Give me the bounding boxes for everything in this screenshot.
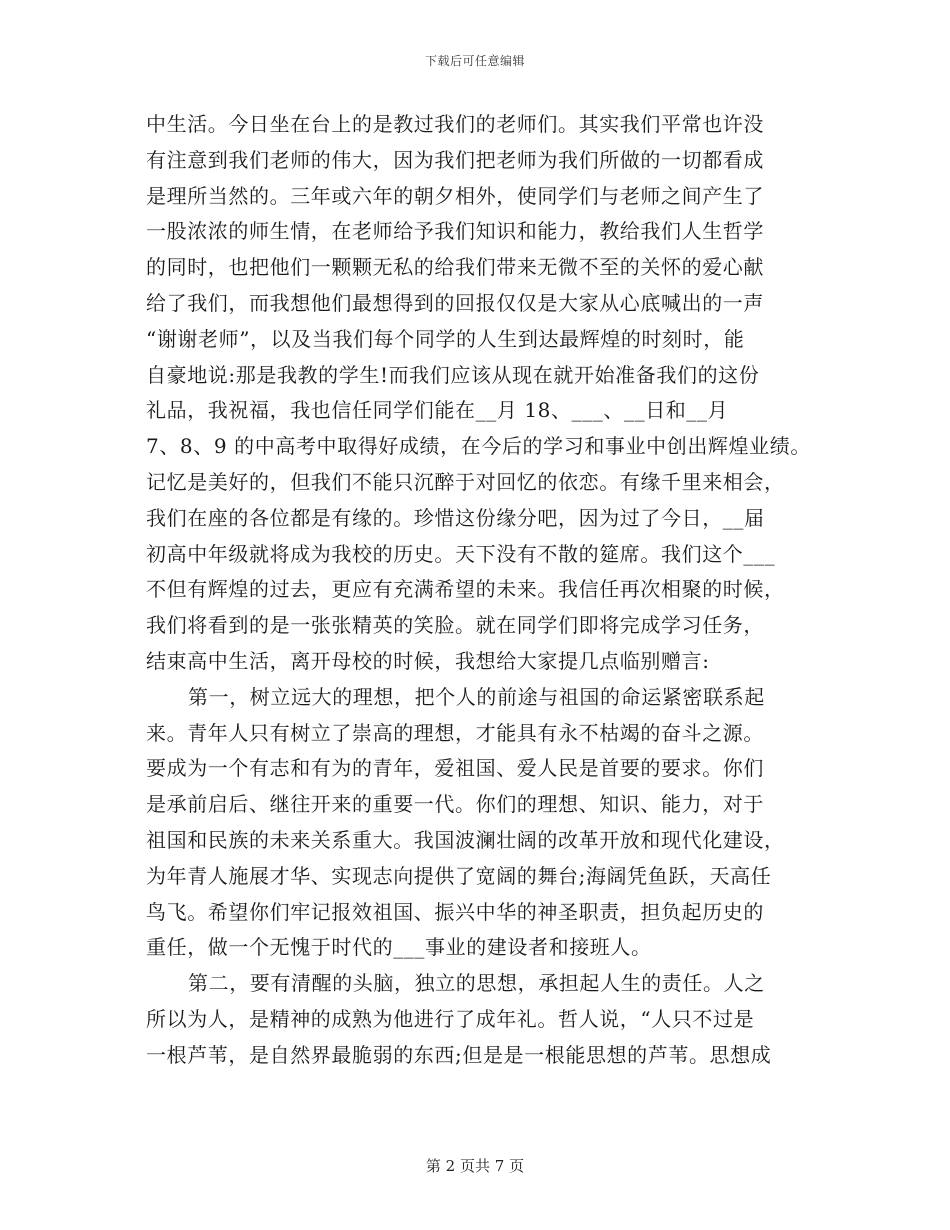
text-line: 自豪地说:那是我教的学生!而我们应该从现在就开始准备我们的这份: [146, 362, 760, 387]
page-footer: 第 2 页共 7 页: [425, 1157, 525, 1175]
text-line: 记忆是美好的，但我们不能只沉醉于对回忆的依恋。有缘千里来相会，: [146, 469, 785, 494]
text-line: 一股浓浓的师生情，在老师给予我们知识和能力，教给我们人生哲学: [146, 219, 764, 244]
text-line: 鸟飞。希望你们牢记报效祖国、振兴中华的神圣职责，担负起历史的: [146, 899, 764, 924]
text-line: 结束高中生活，离开母校的时候，我想给大家提几点临别赠言:: [146, 648, 710, 673]
text-line: 是承前启后、继往开来的重要一代。你们的理想、知识、能力，对于: [146, 792, 764, 817]
text-line: 给了我们，而我想他们最想得到的回报仅仅是大家从心底喊出的一声: [146, 290, 764, 315]
text-line: 所以为人，是精神的成熟为他进行了成年礼。哲人说，“人只不过是: [146, 1006, 755, 1031]
paragraph-first-line: 第一，树立远大的理想，把个人的前途与祖国的命运紧密联系起: [188, 684, 765, 709]
text-line: 祖国和民族的未来关系重大。我国波澜壮阔的改革开放和现代化建设，: [146, 827, 785, 852]
text-line: 不但有辉煌的过去，更应有充满希望的未来。我信任再次相聚的时候，: [146, 577, 785, 602]
text-line: 是理所当然的。三年或六年的朝夕相外，使同学们与老师之间产生了: [146, 183, 764, 208]
text-line: 有注意到我们老师的伟大，因为我们把老师为我们所做的一切都看成: [146, 147, 764, 172]
text-line: 为年青人施展才华、实现志向提供了宽阔的舞台;海阔凭鱼跃，天高任: [146, 863, 772, 888]
page-header: 下载后可任意编辑: [424, 54, 525, 68]
text-line: 我们将看到的是一张张精英的笑脸。就在同学们即将完成学习任务，: [146, 613, 764, 638]
text-line: 礼品，我祝福，我也信任同学们能在__月 18、___、__日和__月: [146, 398, 729, 423]
text-line: 7、8、9 的中高考中取得好成绩，在今后的学习和事业中创出辉煌业绩。: [146, 434, 811, 459]
text-line: 要成为一个有志和有为的青年，爱祖国、爱人民是首要的要求。你们: [146, 756, 764, 781]
text-line: 来。青年人只有树立了崇高的理想，才能具有永不枯竭的奋斗之源。: [146, 720, 764, 745]
text-line: 初高中年级就将成为我校的历史。天下没有不散的筵席。我们这个___: [146, 541, 776, 566]
paragraph-first-line: 第二，要有清醒的头脑，独立的思想，承担起人生的责任。人之: [188, 971, 765, 996]
text-line: 重任，做一个无愧于时代的___事业的建设者和接班人。: [146, 935, 652, 960]
document-body: [146, 107, 816, 1074]
text-line: 一根芦苇，是自然界最脆弱的东西;但是是一根能思想的芦苇。思想成: [146, 1042, 772, 1067]
text-line: 中生活。今日坐在台上的是教过我们的老师们。其实我们平常也许没: [146, 112, 764, 136]
text-line: “谢谢老师”，以及当我们每个同学的人生到达最辉煌的时刻时，能: [146, 326, 745, 351]
text-line: 的同时，也把他们一颗颗无私的给我们带来无微不至的关怀的爱心献: [146, 255, 764, 280]
text-line: 我们在座的各位都是有缘的。珍惜这份缘分吧，因为过了今日，__届: [146, 505, 765, 530]
